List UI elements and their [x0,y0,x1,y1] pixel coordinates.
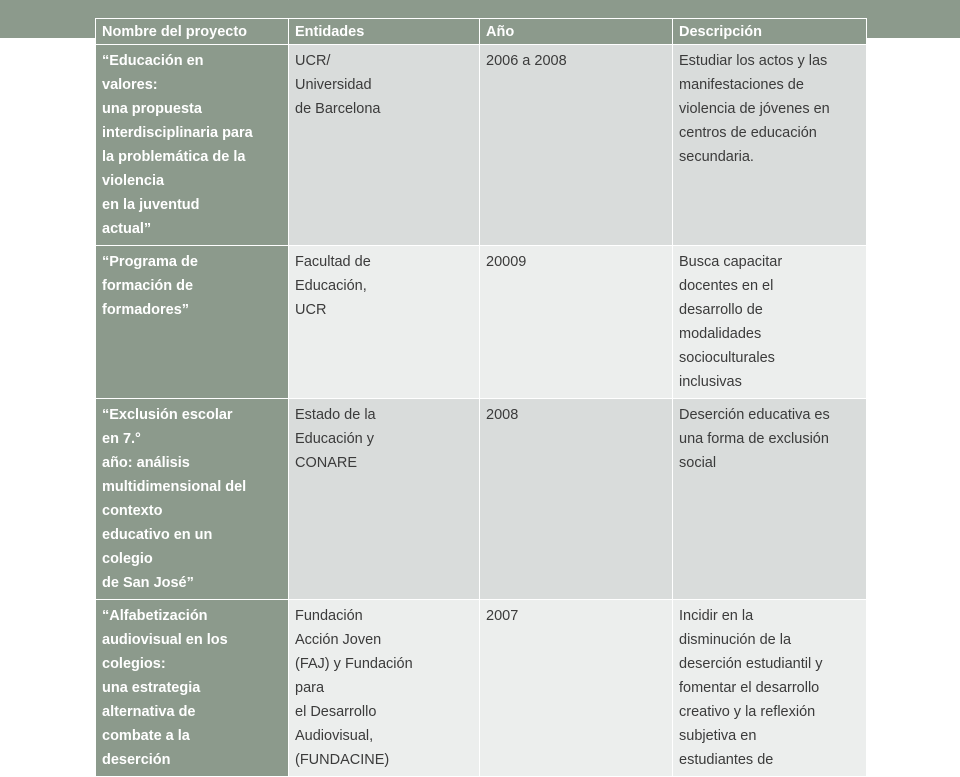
entities-line: (FUNDACINE) [295,752,390,768]
description-line: manifestaciones de [679,77,804,93]
entities-cell [289,600,480,777]
description-line: subjetiva en [679,728,757,744]
description-line: estudiantes de [679,752,774,768]
project-name-line: contexto [102,503,163,519]
projects-table [95,18,867,777]
column-header-project-name: Nombre del proyecto [96,19,289,45]
table-row [96,45,867,246]
project-name-line: audiovisual en los [102,632,228,648]
project-name-line: una propuesta [102,101,202,117]
column-header-entities: Entidades [289,19,480,45]
entities-line: Acción Joven [295,632,382,648]
description-line: desarrollo de [679,302,763,318]
project-name-cell [96,246,289,399]
project-name-line: deserción [102,752,171,768]
project-name-line: en 7.° [102,431,141,447]
description-line: inclusivas [679,374,742,390]
table-row [96,600,867,777]
description-line: modalidades [679,326,762,342]
project-name-line: “Alfabetización [102,608,208,624]
project-name-line: educativo en un [102,527,213,543]
description-line: Deserción educativa es [679,407,830,423]
entities-line: Audiovisual, [295,728,374,744]
description-line: fomentar el desarrollo [679,680,820,696]
description-cell [673,246,867,399]
entities-line: Fundación [295,608,363,624]
entities-line: de Barcelona [295,101,381,117]
description-line: docentes en el [679,278,774,294]
project-name-line: “Educación en [102,53,204,69]
project-name-line: colegio [102,551,153,567]
description-line: centros de educación [679,125,817,141]
description-cell [673,399,867,600]
project-name-cell [96,600,289,777]
description-line: socioculturales [679,350,775,366]
description-line: social [679,455,717,471]
description-line: una forma de exclusión [679,431,829,447]
entities-line: Estado de la [295,407,376,423]
year-cell: 2006 a 2008 [480,45,673,246]
entities-cell [289,399,480,600]
entities-line: CONARE [295,455,358,471]
table-row [96,246,867,399]
year-cell: 2007 [480,600,673,777]
entities-line: Facultad de [295,254,371,270]
project-name-line: “Programa de [102,254,198,270]
project-name-line: una estrategia [102,680,201,696]
description-line: secundaria. [679,149,754,165]
project-name-line: año: análisis [102,455,190,471]
entities-line: UCR/ [295,53,331,69]
table-header-row [96,19,867,45]
project-name-cell [96,45,289,246]
description-cell [673,600,867,777]
project-name-line: violencia [102,173,165,189]
description-line: disminución de la [679,632,792,648]
entities-line: para [295,680,325,696]
project-name-line: actual” [102,221,152,237]
project-name-line: la problemática de la [102,149,246,165]
entities-line: Educación, [295,278,367,294]
project-name-line: valores: [102,77,158,93]
table-body [96,45,867,777]
project-name-line: colegios: [102,656,166,672]
entities-line: Universidad [295,77,372,93]
year-cell: 2008 [480,399,673,600]
entities-line: el Desarrollo [295,704,377,720]
project-name-line: formadores” [102,302,190,318]
project-name-cell [96,399,289,600]
column-header-description: Descripción [673,19,867,45]
description-line: violencia de jóvenes en [679,101,830,117]
project-name-line: combate a la [102,728,190,744]
project-name-line: de San José” [102,575,194,591]
project-name-line: alternativa de [102,704,196,720]
description-line: Estudiar los actos y las [679,53,828,69]
entities-cell [289,246,480,399]
description-line: Incidir en la [679,608,754,624]
description-line: creativo y la reflexión [679,704,816,720]
entities-line: Educación y [295,431,374,447]
project-name-line: formación de [102,278,194,294]
entities-line: UCR [295,302,327,318]
year-cell: 20009 [480,246,673,399]
project-name-line: en la juventud [102,197,200,213]
entities-cell [289,45,480,246]
table-row [96,399,867,600]
column-header-year: Año [480,19,673,45]
description-cell [673,45,867,246]
project-name-line: interdisciplinaria para [102,125,253,141]
project-name-line: “Exclusión escolar [102,407,233,423]
project-name-line: multidimensional del [102,479,247,495]
description-line: Busca capacitar [679,254,783,270]
description-line: deserción estudiantil y [679,656,823,672]
entities-line: (FAJ) y Fundación [295,656,413,672]
